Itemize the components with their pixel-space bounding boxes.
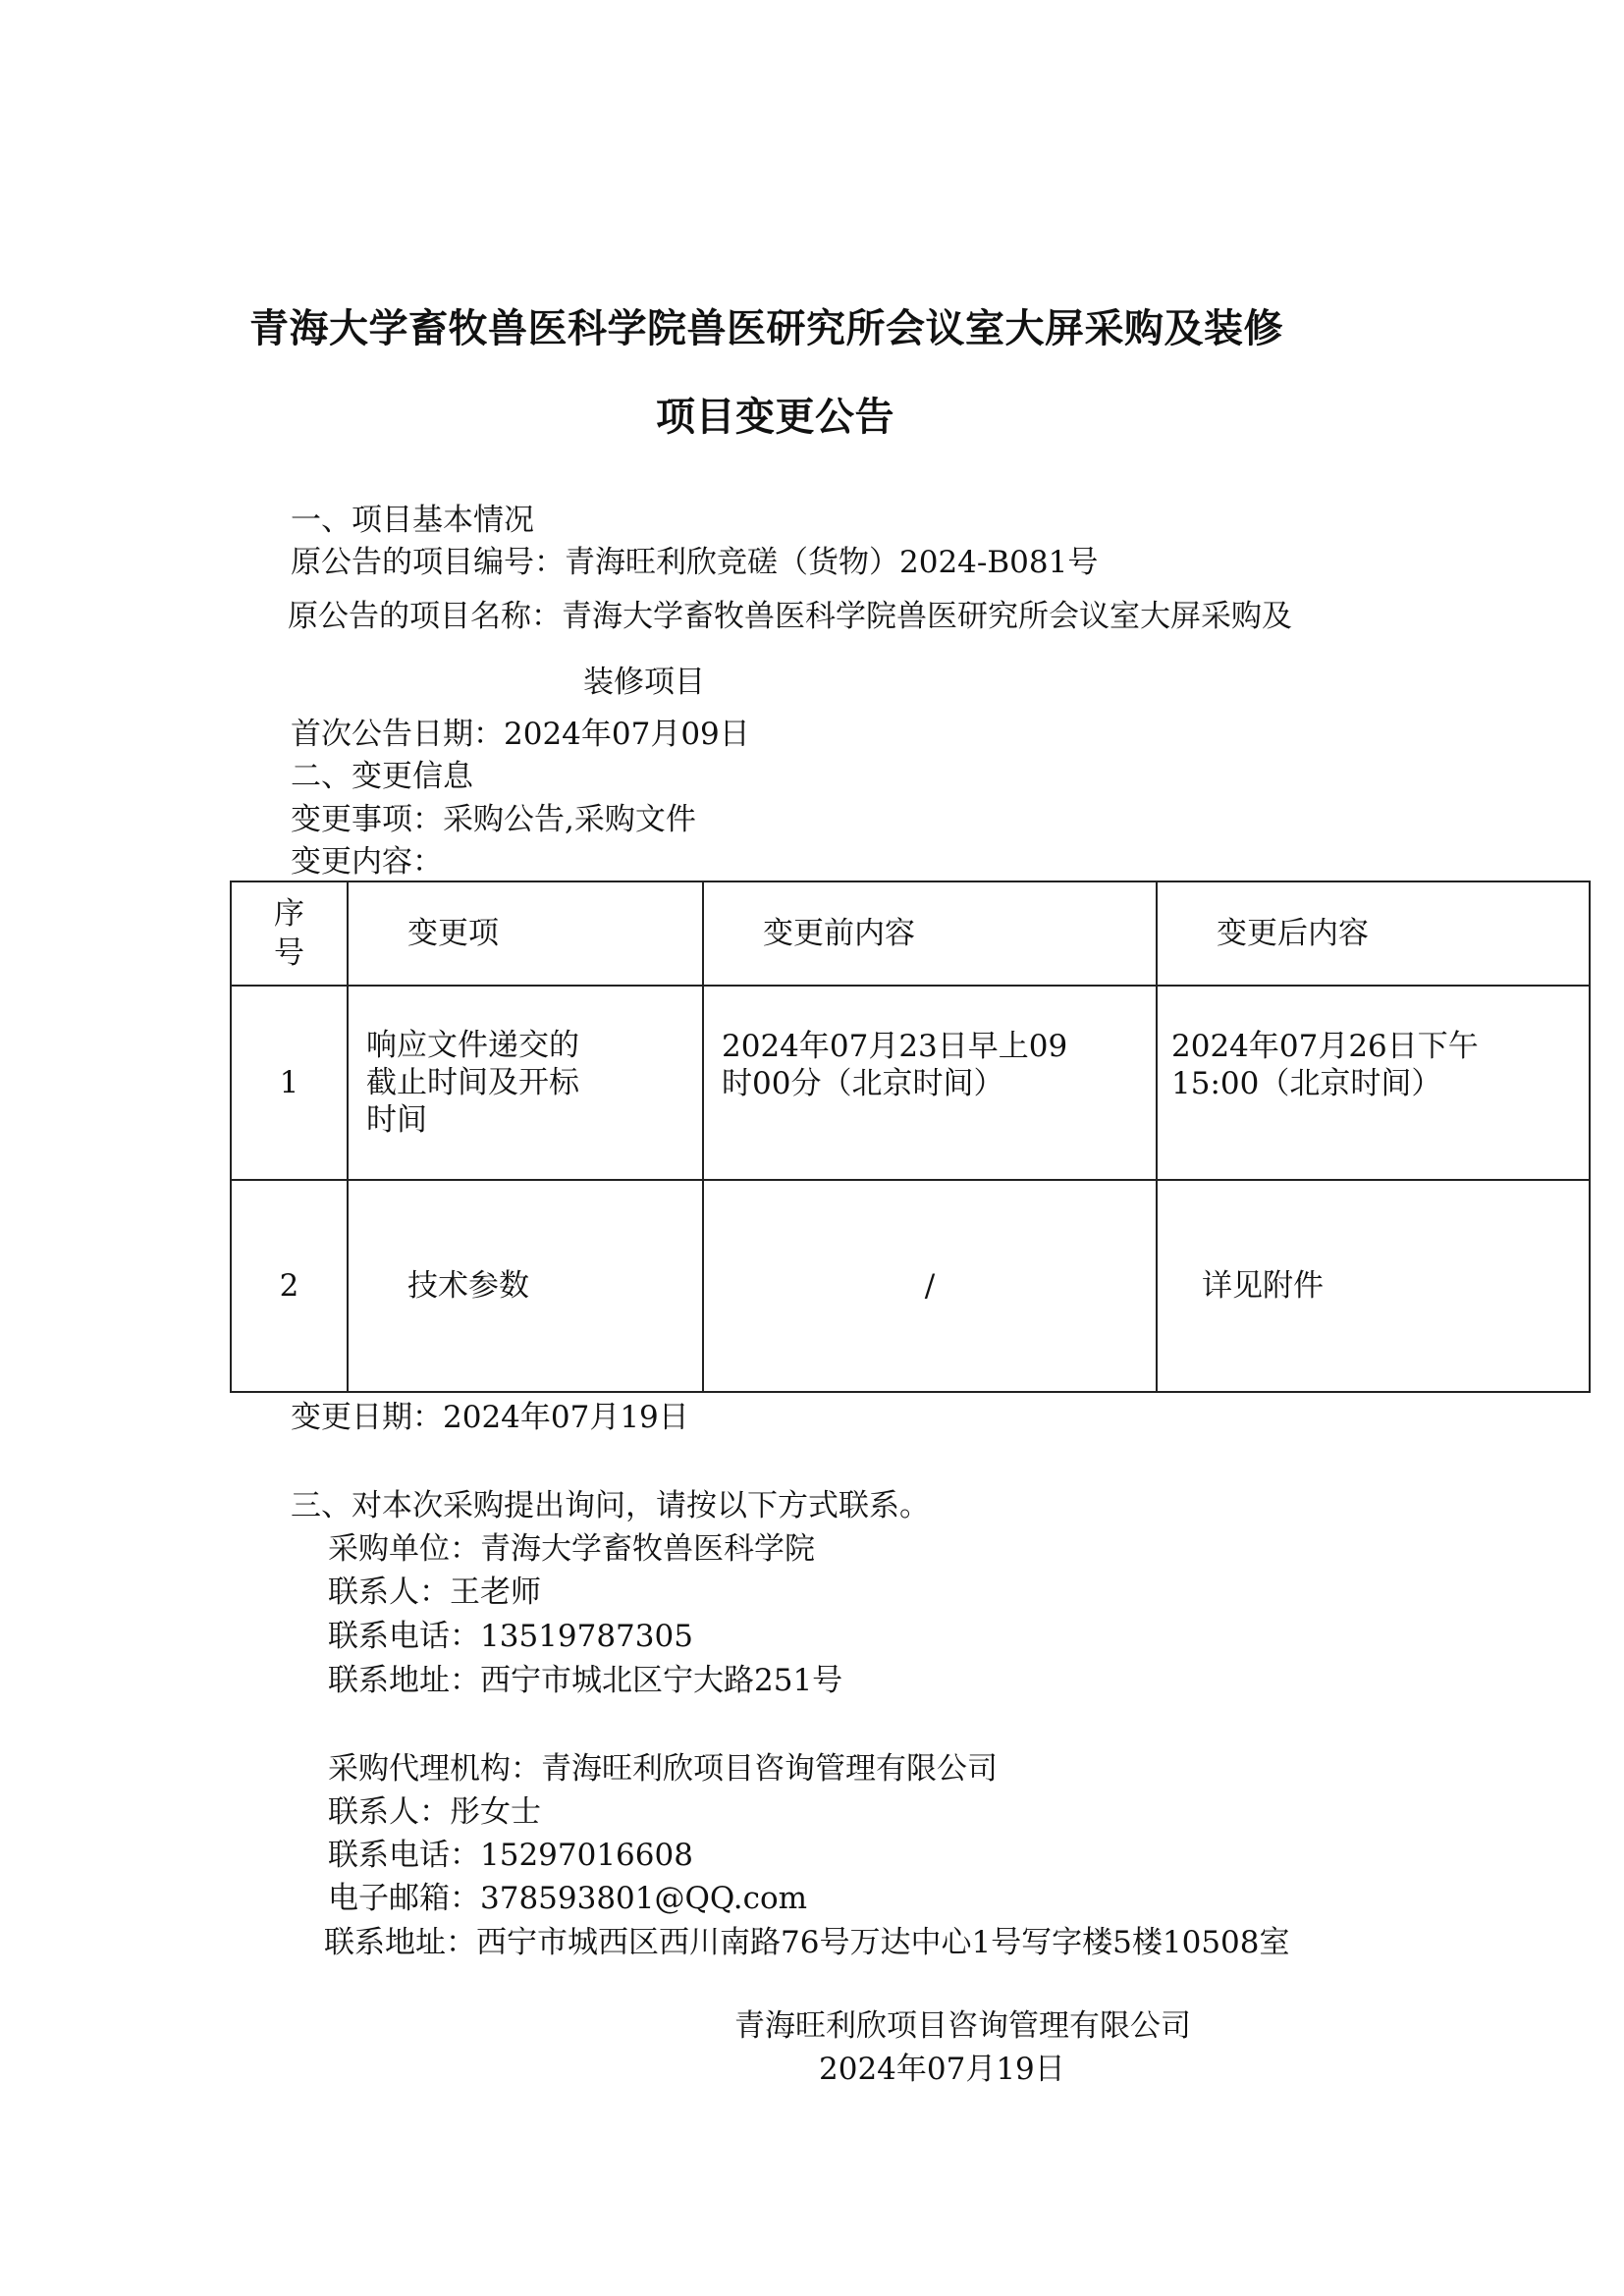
- row-1-no: 1: [231, 986, 348, 1180]
- header-no: [231, 881, 348, 986]
- original-project-name-line-2: 装修项目: [583, 665, 705, 700]
- purchaser-address: 联系地址：西宁市城北区宁大路251号: [328, 1663, 843, 1698]
- change-items: 变更事项：采购公告,采购文件: [291, 802, 696, 837]
- signature-org: 青海旺利欣项目咨询管理有限公司: [734, 2008, 1191, 2044]
- row-1-before-text: 2024年07月23日早上09时00分（北京时间）: [722, 1029, 1068, 1101]
- change-content-label: 变更内容：: [291, 844, 443, 880]
- first-announcement-date: 首次公告日期：2024年07月09日: [291, 717, 750, 752]
- row-1-before: [703, 986, 1157, 1180]
- title-line-2: 项目变更公告: [656, 394, 894, 440]
- purchaser-phone: 联系电话：13519787305: [328, 1619, 693, 1654]
- section3-heading: 三、对本次采购提出询问，请按以下方式联系。: [291, 1488, 930, 1523]
- signature-date: 2024年07月19日: [819, 2052, 1065, 2087]
- agency-email: 电子邮箱：378593801@QQ.com: [328, 1881, 808, 1916]
- header-item: 变更项: [348, 881, 703, 986]
- agency-address: 联系地址：西宁市城西区西川南路76号万达中心1号写字楼5楼10508室: [324, 1925, 1290, 1960]
- title-line-1: 青海大学畜牧兽医科学院兽医研究所会议室大屏采购及装修: [249, 305, 1283, 351]
- row-1-item: [348, 986, 703, 1180]
- original-project-number: 原公告的项目编号：青海旺利欣竞磋（货物）2024-B081号: [291, 545, 1099, 580]
- original-project-name-line-1: 原公告的项目名称：青海大学畜牧兽医科学院兽医研究所会议室大屏采购及: [288, 599, 1292, 634]
- section2-heading: 二、变更信息: [291, 759, 473, 794]
- header-before: 变更前内容: [703, 881, 1157, 986]
- purchaser: 采购单位：青海大学畜牧兽医科学院: [328, 1531, 815, 1567]
- row-2-no: 2: [231, 1180, 348, 1392]
- agency-contact: 联系人：彤女士: [328, 1794, 541, 1830]
- agency-phone: 联系电话：15297016608: [328, 1838, 693, 1873]
- row-2-before: /: [703, 1180, 1157, 1392]
- row-2-item: 技术参数: [348, 1180, 703, 1392]
- agency: 采购代理机构：青海旺利欣项目咨询管理有限公司: [328, 1751, 998, 1787]
- purchaser-contact: 联系人：王老师: [328, 1575, 541, 1610]
- row-1-after: [1157, 986, 1590, 1180]
- section1-heading: 一、项目基本情况: [291, 503, 534, 538]
- change-table: [230, 881, 1591, 1393]
- table-row: [231, 986, 1590, 1180]
- header-no-text: 序号: [274, 896, 304, 971]
- row-1-item-text: 响应文件递交的截止时间及开标时间: [366, 1028, 579, 1138]
- row-1-after-text: 2024年07月26日下午15:00（北京时间）: [1171, 1029, 1479, 1101]
- table-row: [231, 1180, 1590, 1392]
- change-date: 变更日期：2024年07月19日: [291, 1400, 689, 1435]
- table-header-row: [231, 881, 1590, 986]
- header-after: 变更后内容: [1157, 881, 1590, 986]
- row-2-after: 详见附件: [1157, 1180, 1590, 1392]
